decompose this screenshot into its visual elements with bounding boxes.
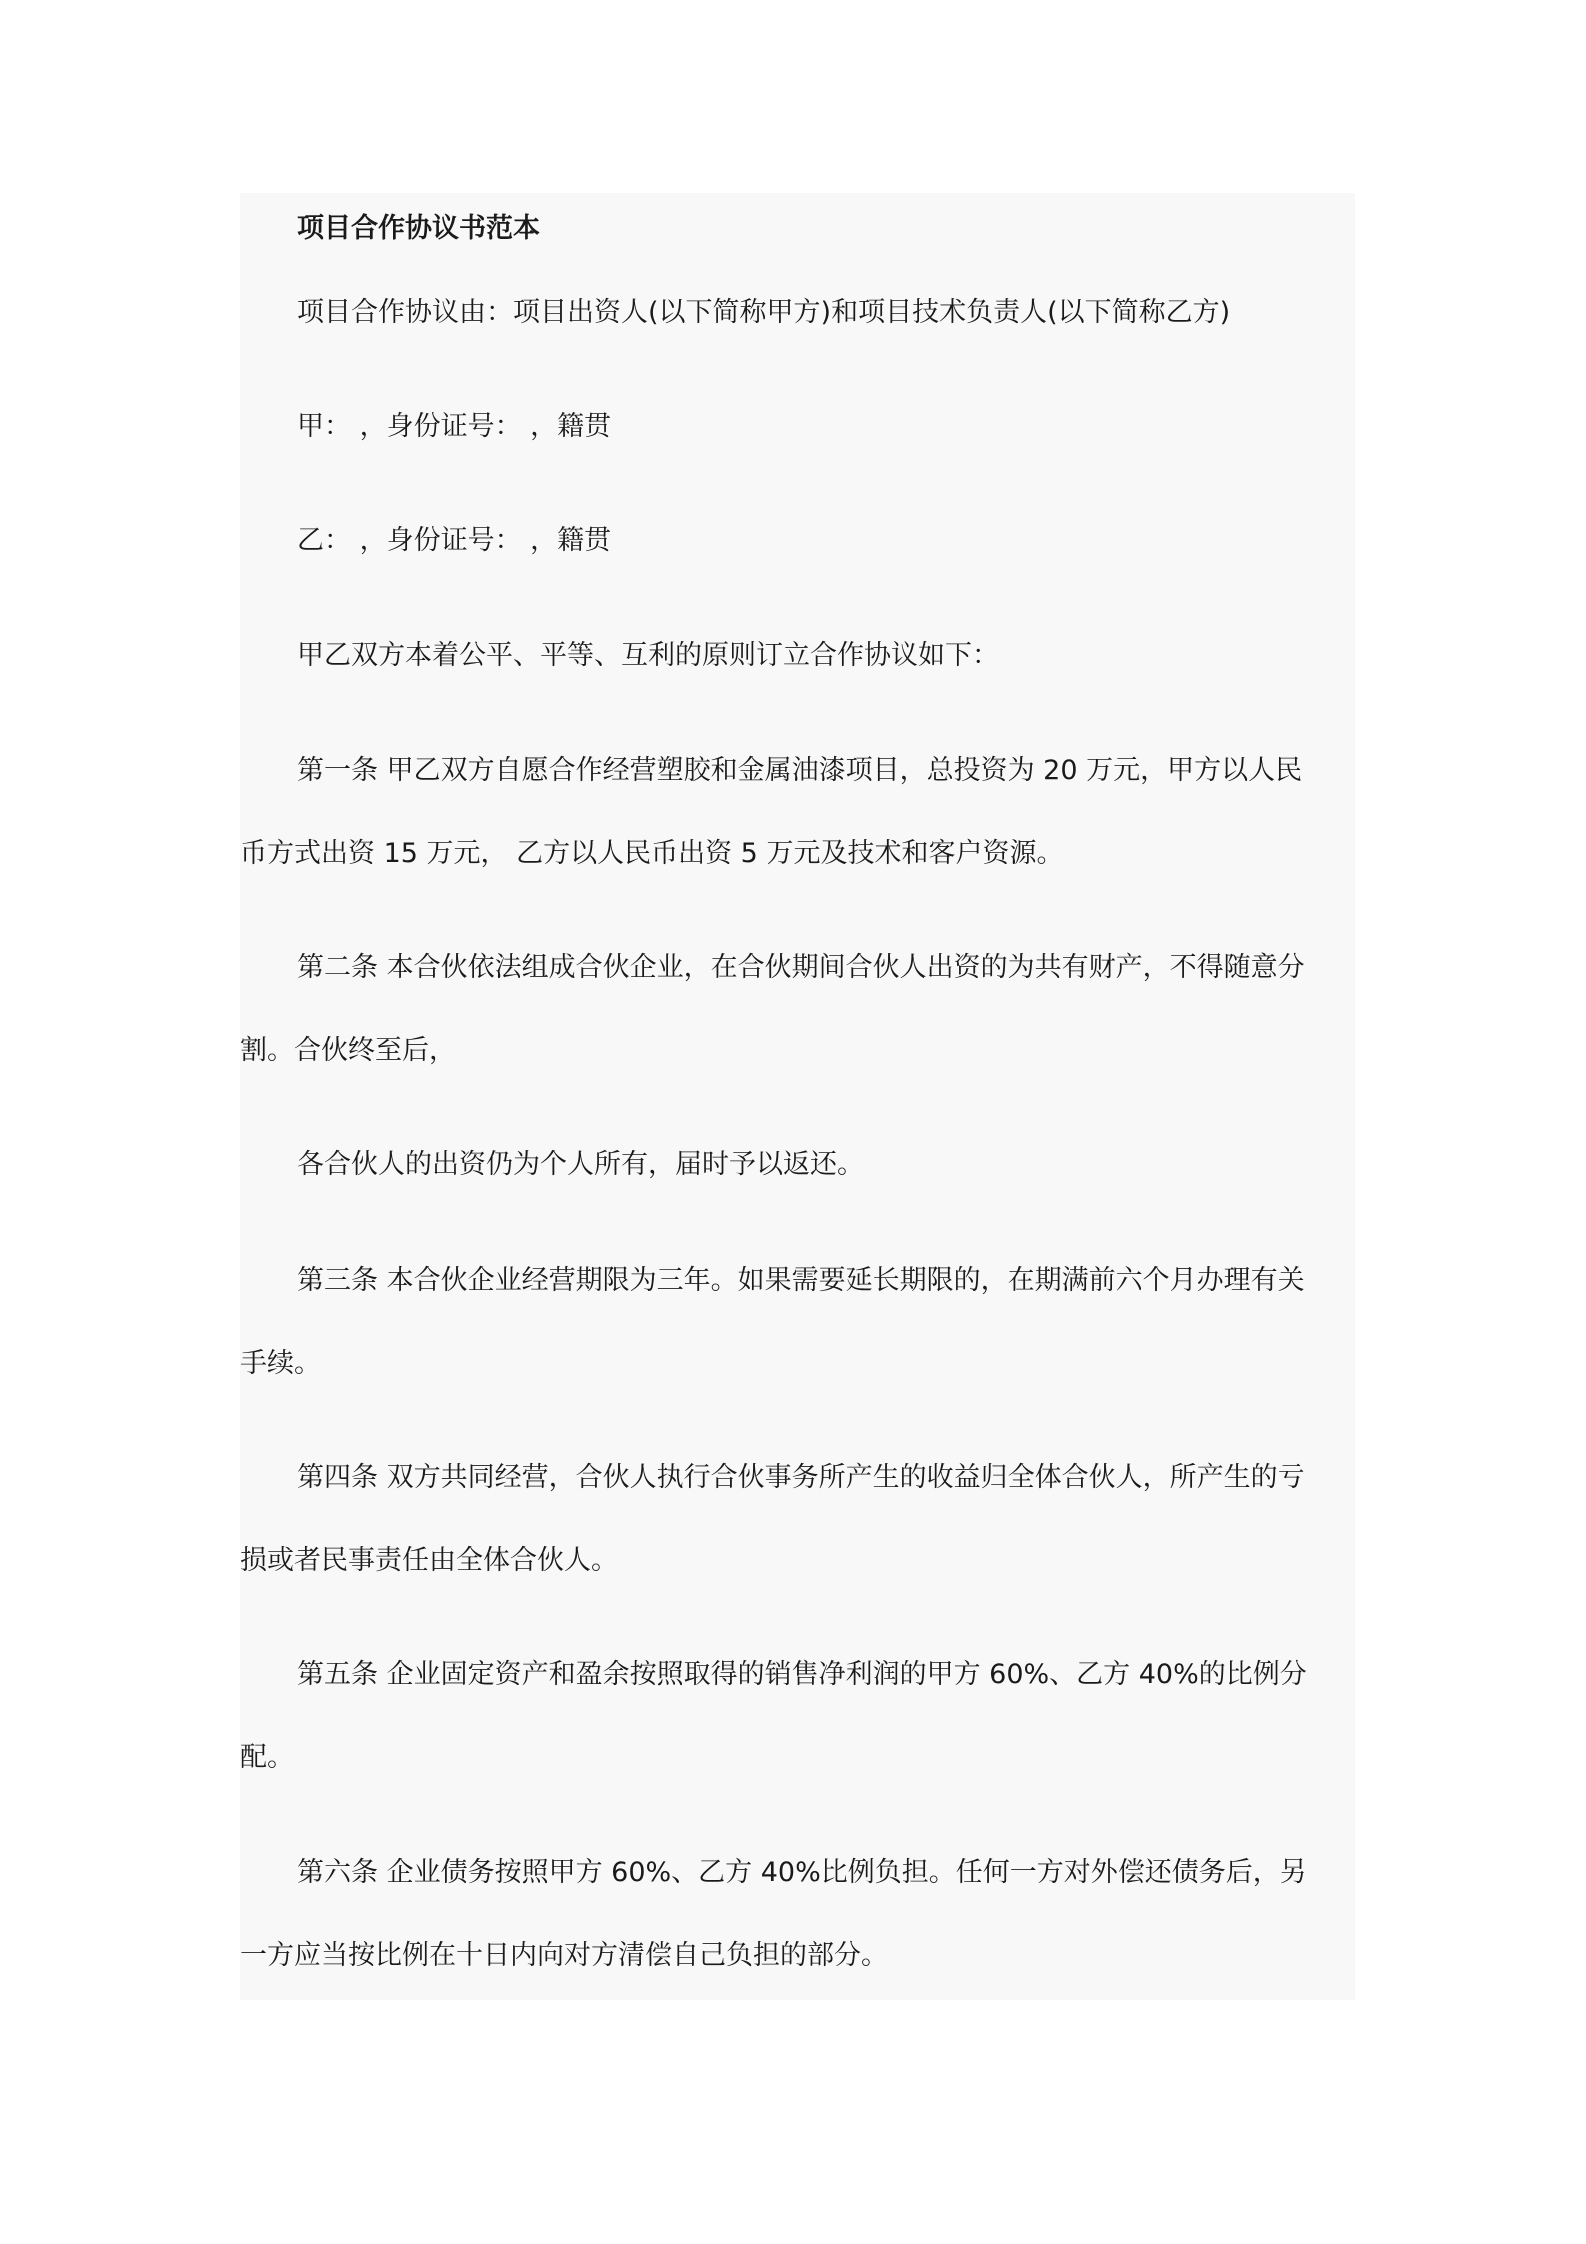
article-4-line-2: 损或者民事责任由全体合伙人。 [240,1545,618,1576]
article-6-line-1: 第六条 企业债务按照甲方 60%、乙方 40%比例负担。任何一方对外偿还债务后，另 [297,1857,1307,1888]
article-1-line-2: 币方式出资 15 万元， 乙方以人民币出资 5 万元及技术和客户资源。 [240,838,1064,869]
article-6-line-2: 一方应当按比例在十日内向对方清偿自己负担的部分。 [240,1940,888,1971]
intro-paragraph: 项目合作协议由：项目出资人(以下简称甲方)和项目技术负责人(以下简称乙方) [297,297,1231,328]
article-4-line-1: 第四条 双方共同经营，合伙人执行合伙事务所产生的收益归全体合伙人，所产生的亏 [297,1462,1305,1493]
article-2-line-1: 第二条 本合伙依法组成合伙企业，在合伙期间合伙人出资的为共有财产，不得随意分 [297,952,1305,983]
party-b-line: 乙： ，身份证号： ，籍贯 [297,525,612,556]
article-5-line-1: 第五条 企业固定资产和盈余按照取得的销售净利润的甲方 60%、乙方 40%的比例分 [297,1659,1307,1690]
article-1-line-1: 第一条 甲乙双方自愿合作经营塑胶和金属油漆项目，总投资为 20 万元，甲方以人民 [297,755,1303,786]
article-5-line-2: 配。 [240,1742,294,1773]
article-3-line-1: 第三条 本合伙企业经营期限为三年。如果需要延长期限的，在期满前六个月办理有关 [297,1265,1305,1296]
article-2-line-3: 各合伙人的出资仍为个人所有，届时予以返还。 [297,1149,864,1180]
article-3-line-2: 手续。 [240,1348,321,1379]
party-a-line: 甲： ，身份证号： ，籍贯 [297,411,612,442]
document-background [240,193,1355,2000]
article-2-line-2: 割。合伙终至后， [240,1035,456,1066]
preamble-paragraph: 甲乙双方本着公平、平等、互利的原则订立合作协议如下： [297,640,999,671]
document-title: 项目合作协议书范本 [297,213,540,244]
